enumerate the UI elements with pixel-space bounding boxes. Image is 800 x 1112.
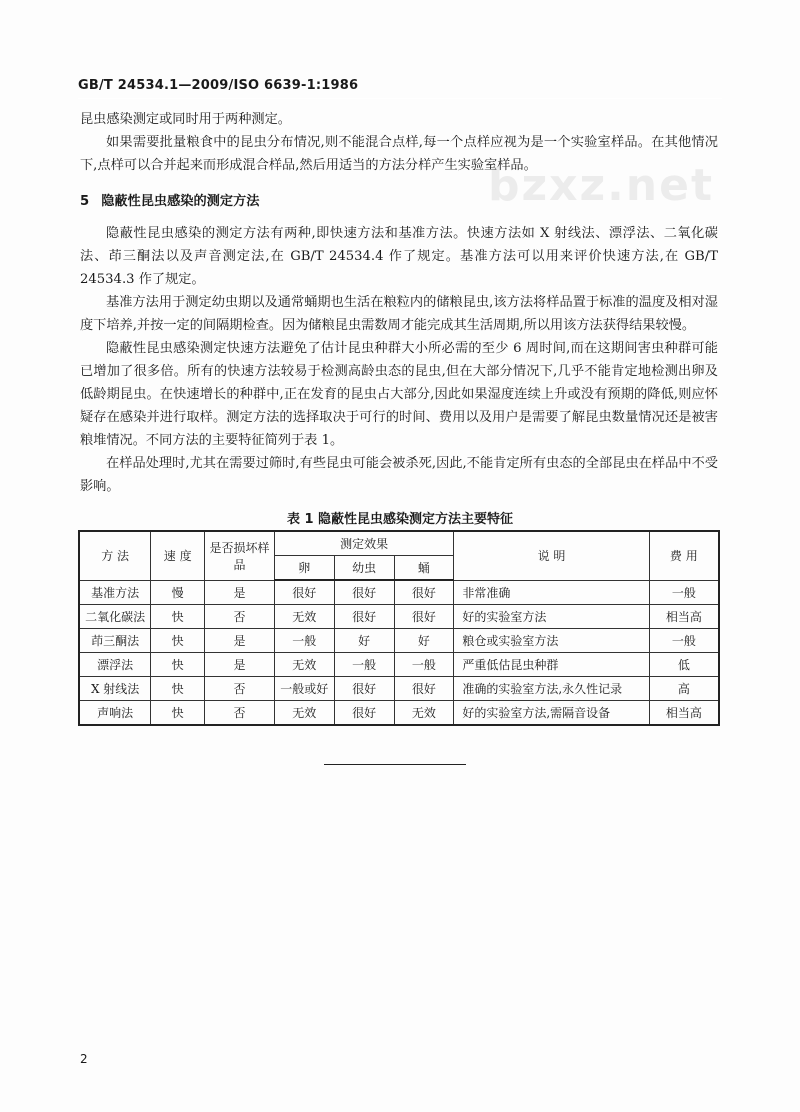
cell-notes: 严重低估昆虫种群 [454,653,649,677]
cell-method: X 射线法 [79,677,151,701]
page-number: 2 [80,1052,88,1066]
cell-larva: 很好 [334,605,394,629]
cell-larva: 很好 [334,580,394,605]
cell-cost: 一般 [649,580,719,605]
cell-pupa: 好 [394,629,454,653]
cell-cost: 一般 [649,629,719,653]
intro-paragraph-continuation: 昆虫感染测定或同时用于两种测定。 [80,112,291,127]
cell-pupa: 很好 [394,580,454,605]
cell-speed: 快 [151,605,205,629]
cell-egg: 一般或好 [274,677,334,701]
header-speed: 速 度 [151,531,205,580]
table-row [79,580,719,605]
table-row [79,677,719,701]
cell-cost: 高 [649,677,719,701]
header-notes: 说 明 [454,531,649,580]
cell-pupa: 一般 [394,653,454,677]
section-title: 隐蔽性昆虫感染的测定方法 [101,194,260,209]
header-cost: 费 用 [649,531,719,580]
table-title: 表 1 隐蔽性昆虫感染测定方法主要特征 [286,512,514,527]
cell-pupa: 很好 [394,605,454,629]
header-pupa: 蛹 [394,556,454,581]
cell-speed: 慢 [151,580,205,605]
cell-egg: 一般 [274,629,334,653]
cell-destroys: 否 [205,701,275,726]
cell-destroys: 是 [205,580,275,605]
cell-cost: 相当高 [649,605,719,629]
cell-destroys: 是 [205,629,275,653]
cell-egg: 很好 [274,580,334,605]
header-rule [78,98,722,99]
cell-notes: 好的实验室方法,需隔音设备 [454,701,649,726]
method-features-table [78,530,720,726]
cell-speed: 快 [151,701,205,726]
section-number: 5 [80,194,90,209]
body-paragraph: 在样品处理时,尤其在需要过筛时,有些昆虫可能会被杀死,因此,不能肯定所有虫态的全部昆虫在样品中不受影响。 [80,456,718,494]
cell-speed: 快 [151,677,205,701]
cell-destroys: 是 [205,653,275,677]
body-paragraph: 基准方法用于测定幼虫期以及通常蛹期也生活在粮粒内的储粮昆虫,该方法将样品置于标准的温度及相对湿度下培养,并按一定的间隔期检查。因为储粮昆虫需数周才能完成其生活周期,所以用该方法获得结果较慢。 [80,295,718,333]
cell-egg: 无效 [274,653,334,677]
cell-method: 声响法 [79,701,151,726]
header-larva: 幼虫 [334,556,394,581]
body-paragraph: 隐蔽性昆虫感染的测定方法有两种,即快速方法和基准方法。快速方法如 X 射线法、漂浮法、二氧化碳法、茚三酮法以及声音测定法,在 GB/T 24534.4 作了规定。基准方法可以用来评价快速方法,在 GB/T 24534.3 作了规定。 [80,226,718,287]
table-row [79,653,719,677]
standard-number: GB/T 24534.1—2009/ISO 6639-1:1986 [78,78,359,93]
section-body [80,222,718,498]
body-paragraph: 隐蔽性昆虫感染测定快速方法避免了估计昆虫种群大小所必需的至少 6 周时间,而在这期间害虫种群可能已增加了很多倍。所有的快速方法较易于检测高龄虫态的昆虫,但在大部分情况下,几乎不能肯定地检测出卵及低龄期昆虫。在快速增长的种群中,正在发育的昆虫占大部分,因此如果湿度连续上升或没有预期的降低,则应怀疑存在感染并进行取样。测定方法的选择取决于可行的时间、费用以及用户是需要了解昆虫数量情况还是被害粮堆情况。不同方法的主要特征简列于表 1。 [80,341,718,448]
cell-method: 茚三酮法 [79,629,151,653]
table-row [79,629,719,653]
cell-notes: 粮仓或实验室方法 [454,629,649,653]
table-row [79,605,719,629]
cell-destroys: 否 [205,677,275,701]
cell-pupa: 很好 [394,677,454,701]
cell-destroys: 否 [205,605,275,629]
cell-egg: 无效 [274,701,334,726]
cell-method: 基准方法 [79,580,151,605]
cell-pupa: 无效 [394,701,454,726]
cell-larva: 很好 [334,701,394,726]
intro-paragraph: 如果需要批量粮食中的昆虫分布情况,则不能混合点样,每一个点样应视为是一个实验室样品。在其他情况下,点样可以合并起来而形成混合样品,然后用适当的方法分样产生实验室样品。 [80,135,718,173]
header-effect-group: 测定效果 [274,531,453,556]
cell-larva: 很好 [334,677,394,701]
cell-cost: 相当高 [649,701,719,726]
cell-notes: 非常准确 [454,580,649,605]
table-row [79,701,719,726]
header-destroys-sample: 是否损坏样品 [205,531,275,580]
cell-method: 二氧化碳法 [79,605,151,629]
cell-notes: 好的实验室方法 [454,605,649,629]
cell-larva: 一般 [334,653,394,677]
cell-cost: 低 [649,653,719,677]
header-method: 方 法 [79,531,151,580]
cell-egg: 无效 [274,605,334,629]
cell-notes: 准确的实验室方法,永久性记录 [454,677,649,701]
watermark: bzxz.net [488,160,715,211]
cell-speed: 快 [151,629,205,653]
header-egg: 卵 [274,556,334,581]
intro-text [80,108,718,177]
cell-speed: 快 [151,653,205,677]
section-heading [80,190,259,209]
cell-larva: 好 [334,629,394,653]
cell-method: 漂浮法 [79,653,151,677]
end-of-document-rule [324,764,466,765]
